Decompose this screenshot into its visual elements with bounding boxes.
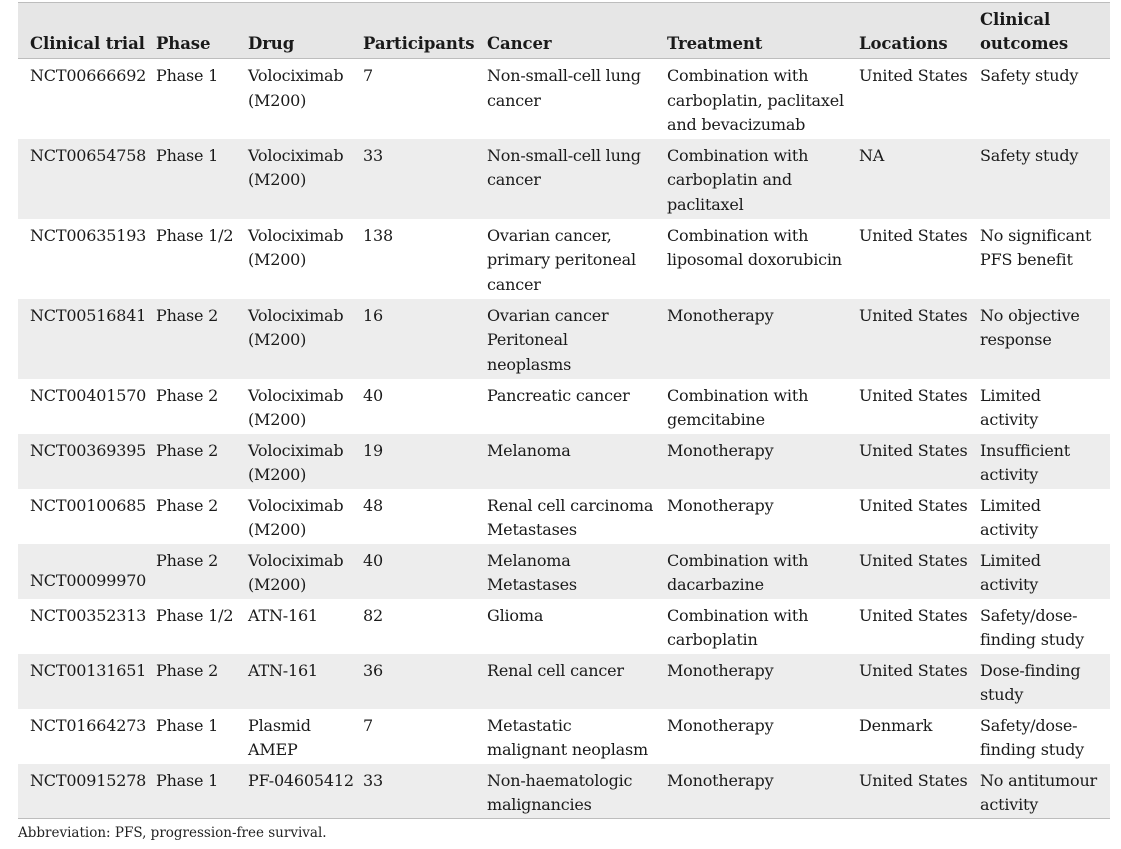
header-label-line: Phase [156, 34, 211, 53]
cell-treatment [655, 544, 847, 599]
header-label-line: Clinical [980, 10, 1051, 29]
cell-treatment [655, 434, 847, 489]
table-row [18, 764, 1110, 819]
cell-cancer-line: cancer [487, 90, 541, 110]
cell-clinical-outcome [968, 764, 1110, 819]
cell-participants: 36 [363, 660, 383, 680]
cell-phase: Phase 2 [156, 440, 219, 460]
cell-clinical-outcome-line: No significant [980, 225, 1092, 245]
cell-location: Denmark [859, 715, 933, 735]
table-row [18, 654, 1110, 709]
cell-clinical-outcome [968, 299, 1110, 379]
cell-participants: 40 [363, 385, 383, 405]
cell-treatment-line: dacarbazine [667, 575, 764, 594]
cell-location: United States [859, 385, 968, 405]
cell-clinical-trial: NCT00401570 [30, 385, 147, 405]
cell-clinical-trial: NCT00915278 [30, 770, 147, 790]
cell-cancer-line: Metastases [487, 520, 577, 539]
cell-clinical-outcome-line: finding study [980, 740, 1084, 759]
cell-cancer-line: Ovarian cancer [487, 305, 609, 325]
cell-cancer [475, 379, 655, 434]
cell-location: United States [859, 225, 968, 245]
cell-treatment-line: gemcitabine [667, 410, 765, 429]
cell-clinical-outcome-line: Dose-finding [980, 660, 1081, 680]
header-label-line: Treatment [667, 34, 763, 53]
cell-cancer [475, 489, 655, 544]
table-row [18, 59, 1110, 139]
header-phase [144, 3, 236, 59]
cell-participants: 16 [363, 305, 383, 325]
cell-drug-line: (M200) [248, 410, 307, 429]
table-row [18, 379, 1110, 434]
table-row [18, 219, 1110, 299]
cell-participants: 40 [363, 550, 383, 570]
cell-cancer [475, 139, 655, 219]
cell-clinical-outcome [968, 379, 1110, 434]
cell-clinical-trial: NCT00654758 [30, 145, 147, 165]
cell-drug-line: Volociximab [248, 305, 344, 325]
cell-treatment-line: Combination with [667, 605, 809, 625]
cell-cancer-line: Renal cell cancer [487, 660, 624, 680]
cell-participants: 82 [363, 605, 383, 625]
cell-cancer-line: Renal cell carcinoma [487, 495, 654, 515]
cell-treatment-line: Monotherapy [667, 715, 774, 735]
cell-location: NA [859, 145, 885, 165]
cell-participants: 19 [363, 440, 383, 460]
cell-clinical-outcome [968, 434, 1110, 489]
cell-treatment [655, 139, 847, 219]
cell-drug-line: Volociximab [248, 550, 344, 570]
clinical-trials-table-container [18, 2, 1110, 819]
cell-treatment [655, 219, 847, 299]
cell-drug [236, 709, 351, 764]
cell-drug-line: PF-04605412 [248, 770, 354, 790]
cell-cancer [475, 544, 655, 599]
cell-clinical-outcome [968, 599, 1110, 654]
cell-cancer-line: Melanoma [487, 550, 571, 570]
cell-treatment-line: Combination with [667, 550, 809, 570]
cell-cancer-line: malignancies [487, 795, 592, 814]
cell-treatment-line: paclitaxel [667, 194, 744, 214]
cell-drug [236, 219, 351, 299]
header-participants [351, 3, 475, 59]
cell-drug-line: (M200) [248, 520, 307, 539]
cell-cancer [475, 219, 655, 299]
cell-treatment-line: Monotherapy [667, 495, 774, 515]
cell-phase: Phase 1 [156, 66, 219, 85]
cell-drug [236, 139, 351, 219]
cell-location: United States [859, 66, 968, 85]
cell-cancer-line: Glioma [487, 605, 544, 625]
cell-clinical-outcome-line: activity [980, 520, 1039, 539]
cell-clinical-trial: NCT00516841 [30, 305, 147, 325]
cell-location: United States [859, 440, 968, 460]
cell-clinical-outcome-line: activity [980, 410, 1039, 429]
cell-cancer-line: Metastases [487, 575, 577, 594]
cell-drug [236, 59, 351, 139]
cell-clinical-outcome-line: Limited [980, 495, 1041, 515]
cell-clinical-trial: NCT00666692 [30, 66, 147, 85]
cell-treatment [655, 599, 847, 654]
header-label-line: Participants [363, 34, 475, 53]
cell-treatment-line: Monotherapy [667, 440, 774, 460]
cell-treatment-line: Combination with [667, 145, 809, 165]
cell-clinical-outcome [968, 654, 1110, 709]
cell-location: United States [859, 770, 968, 790]
table-body [18, 59, 1110, 819]
cell-drug-line: Plasmid [248, 715, 311, 735]
cell-phase: Phase 2 [156, 385, 219, 405]
cell-drug-line: AMEP [248, 740, 298, 759]
cell-clinical-outcome [968, 544, 1110, 599]
header-label-line: outcomes [980, 34, 1069, 53]
cell-phase: Phase 1/2 [156, 605, 234, 625]
cell-cancer [475, 59, 655, 139]
cell-treatment-line: Monotherapy [667, 660, 774, 680]
table-row [18, 139, 1110, 219]
table-row [18, 489, 1110, 544]
cell-location: United States [859, 305, 968, 325]
cell-drug-line: Volociximab [248, 440, 344, 460]
cell-drug [236, 434, 351, 489]
cell-clinical-trial: NCT00352313 [30, 605, 147, 625]
cell-cancer-line: Pancreatic cancer [487, 385, 630, 405]
cell-clinical-outcome-line: finding study [980, 630, 1084, 649]
cell-cancer [475, 599, 655, 654]
cell-clinical-outcome-line: study [980, 685, 1024, 704]
cell-drug-line: (M200) [248, 90, 307, 110]
cell-phase: Phase 1 [156, 770, 219, 790]
header-treatment [655, 3, 847, 59]
cell-drug [236, 379, 351, 434]
cell-clinical-trial: NCT00369395 [30, 440, 147, 460]
cell-drug-line: (M200) [248, 330, 307, 349]
cell-treatment-line: Combination with [667, 385, 809, 405]
cell-drug-line: ATN-161 [248, 605, 318, 625]
cell-cancer-line: malignant neoplasm [487, 740, 648, 759]
cell-drug [236, 764, 354, 819]
cell-cancer-line: Non-small-cell lung [487, 145, 641, 165]
cell-treatment-line: Monotherapy [667, 770, 774, 790]
header-clinical-outcomes [968, 3, 1110, 59]
cell-drug-line: Volociximab [248, 66, 344, 85]
cell-clinical-outcome-line: activity [980, 575, 1039, 594]
cell-cancer [475, 434, 655, 489]
cell-clinical-outcome-line: PFS benefit [980, 250, 1073, 269]
cell-participants: 48 [363, 495, 383, 515]
table-header-row [18, 3, 1110, 59]
cell-clinical-outcome [968, 489, 1110, 544]
cell-cancer-line: Non-haematologic [487, 770, 633, 790]
cell-cancer-line: cancer [487, 170, 541, 189]
cell-clinical-outcome-line: Limited [980, 550, 1041, 570]
cell-clinical-trial: NCT00100685 [30, 495, 147, 515]
cell-phase: Phase 1 [156, 145, 219, 165]
cell-cancer-line: Peritoneal [487, 330, 568, 349]
table-footnote: Abbreviation: PFS, progression-free survival. [18, 825, 327, 841]
cell-clinical-outcome [968, 139, 1110, 219]
cell-clinical-outcome [968, 59, 1110, 139]
cell-participants: 33 [363, 145, 383, 165]
cell-treatment-line: Monotherapy [667, 305, 774, 325]
header-label-line: Cancer [487, 34, 552, 53]
cell-treatment-line: carboplatin and [667, 170, 792, 189]
cell-location: United States [859, 550, 968, 570]
header-drug [236, 3, 351, 59]
cell-phase: Phase 1/2 [156, 225, 234, 245]
cell-cancer-line: Melanoma [487, 440, 571, 460]
cell-clinical-trial: NCT00131651 [30, 660, 147, 680]
cell-treatment [655, 709, 847, 764]
cell-drug [236, 654, 351, 709]
cell-drug-line: ATN-161 [248, 660, 318, 680]
cell-phase: Phase 2 [156, 495, 219, 515]
cell-treatment [655, 299, 847, 379]
cell-cancer [475, 299, 655, 379]
cell-clinical-trial: NCT00099970 [30, 571, 147, 590]
cell-cancer-line: Non-small-cell lung [487, 66, 641, 85]
cell-cancer [475, 709, 655, 764]
cell-clinical-outcome-line: Safety study [980, 145, 1079, 165]
cell-phase: Phase 2 [156, 305, 219, 325]
cell-cancer-line: Metastatic [487, 715, 572, 735]
table-row [18, 299, 1110, 379]
table-header [18, 3, 1110, 59]
cell-drug-line: Volociximab [248, 385, 344, 405]
cell-clinical-trial: NCT01664273 [30, 715, 147, 735]
cell-phase: Phase 1 [156, 715, 219, 735]
cell-drug-line: Volociximab [248, 495, 344, 515]
cell-treatment-line: carboplatin, paclitaxel [667, 90, 844, 110]
cell-treatment-line: liposomal doxorubicin [667, 250, 842, 269]
cell-drug-line: (M200) [248, 250, 307, 269]
header-cancer [475, 3, 655, 59]
cell-participants: 7 [363, 715, 373, 735]
cell-treatment [655, 654, 847, 709]
cell-participants: 33 [363, 770, 383, 790]
header-label-line: Locations [859, 34, 948, 53]
cell-clinical-outcome-line: Insufficient [980, 440, 1070, 460]
cell-phase: Phase 2 [156, 550, 219, 570]
cell-clinical-outcome-line: Safety/dose- [980, 605, 1078, 625]
cell-phase: Phase 2 [156, 660, 219, 680]
cell-clinical-outcome [968, 709, 1110, 764]
cell-clinical-trial: NCT00635193 [30, 225, 147, 245]
cell-cancer-line: cancer [487, 274, 541, 294]
cell-clinical-outcome [968, 219, 1110, 299]
cell-participants: 7 [363, 66, 373, 85]
cell-drug [236, 489, 351, 544]
cell-participants: 138 [363, 225, 393, 245]
cell-drug-line: Volociximab [248, 145, 344, 165]
table-row [18, 544, 1110, 599]
cell-drug [236, 299, 351, 379]
cell-treatment [655, 489, 847, 544]
clinical-trials-table [18, 2, 1110, 819]
cell-drug-line: Volociximab [248, 225, 344, 245]
cell-treatment [655, 59, 847, 139]
cell-drug [236, 544, 351, 599]
cell-treatment-line: carboplatin [667, 630, 758, 649]
header-label-line: Drug [248, 34, 295, 53]
cell-clinical-outcome-line: activity [980, 465, 1039, 484]
cell-clinical-outcome-line: response [980, 330, 1052, 349]
cell-cancer [475, 764, 655, 819]
cell-cancer-line: Ovarian cancer, [487, 225, 612, 245]
cell-cancer-line: primary peritoneal [487, 250, 636, 269]
cell-location: United States [859, 495, 968, 515]
cell-drug-line: (M200) [248, 465, 307, 484]
table-row [18, 709, 1110, 764]
cell-cancer [475, 654, 655, 709]
cell-clinical-outcome-line: Limited [980, 385, 1041, 405]
cell-treatment-line: and bevacizumab [667, 115, 806, 134]
cell-clinical-outcome-line: activity [980, 795, 1039, 814]
cell-clinical-outcome-line: No objective [980, 305, 1080, 325]
cell-drug-line: (M200) [248, 170, 307, 189]
table-row [18, 434, 1110, 489]
header-label-line: Clinical trial [30, 34, 145, 53]
cell-treatment-line: Combination with [667, 225, 809, 245]
cell-location: United States [859, 660, 968, 680]
cell-clinical-outcome-line: Safety study [980, 66, 1079, 85]
header-clinical-trial [18, 3, 144, 59]
cell-clinical-outcome-line: Safety/dose- [980, 715, 1078, 735]
cell-treatment [655, 764, 847, 819]
table-row [18, 599, 1110, 654]
header-locations [847, 3, 968, 59]
cell-treatment [655, 379, 847, 434]
cell-cancer-line: neoplasms [487, 354, 572, 374]
cell-drug [236, 599, 351, 654]
cell-treatment-line: Combination with [667, 66, 809, 85]
cell-clinical-outcome-line: No antitumour [980, 770, 1098, 790]
cell-drug-line: (M200) [248, 575, 307, 594]
cell-location: United States [859, 605, 968, 625]
